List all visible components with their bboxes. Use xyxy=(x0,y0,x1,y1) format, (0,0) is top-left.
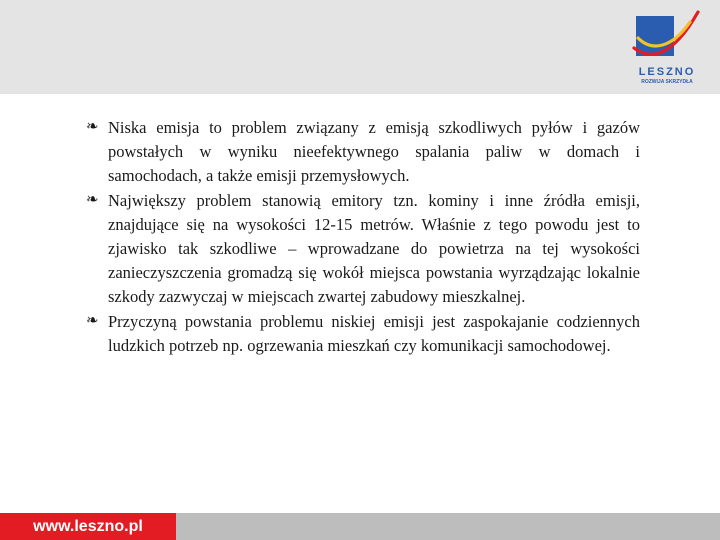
list-item-text: Niska emisja to problem związany z emisją szkodliwych pyłów i gazów powstałych w wyniku nieefektywnego spalania paliw w domach i samochodach, a także emisji przemysłowych. xyxy=(108,118,640,186)
bullet-icon: ❧ xyxy=(86,117,99,135)
header-band xyxy=(0,0,720,94)
leszno-logo xyxy=(632,8,702,88)
footer-url-link[interactable]: www.leszno.pl xyxy=(33,518,143,535)
list-item-text: Największy problem stanowią emitory tzn. kominy i inne źródła emisji, znajdujące się na wysokości 12-15 metrów. Właśnie z tego powodu jest to zjawisko tak szkodliwe – wprowadzane do powietrza na tej wysokości zanieczyszczenia gromadzą się wokół miejsca powstania wyrządzając lokalnie szkody zazwyczaj w miejscach zwartej zabudowy mieszkalnej. xyxy=(108,190,640,307)
list-item xyxy=(86,310,640,358)
logo-wordmark: LESZNO xyxy=(638,66,696,78)
list-item xyxy=(86,189,640,310)
leszno-logo-icon xyxy=(632,8,702,66)
logo-tagline: ROZWIJA SKRZYDŁA xyxy=(641,79,693,85)
bullet-list xyxy=(86,116,640,358)
list-item-text: Przyczyną powstania problemu niskiej emisji jest zaspokajanie codziennych ludzkich potrzeb np. ogrzewania mieszkań czy komunikacji samochodowej. xyxy=(108,311,640,355)
bullet-icon: ❧ xyxy=(86,310,99,329)
list-item xyxy=(86,116,640,189)
bullet-icon: ❧ xyxy=(86,189,99,208)
